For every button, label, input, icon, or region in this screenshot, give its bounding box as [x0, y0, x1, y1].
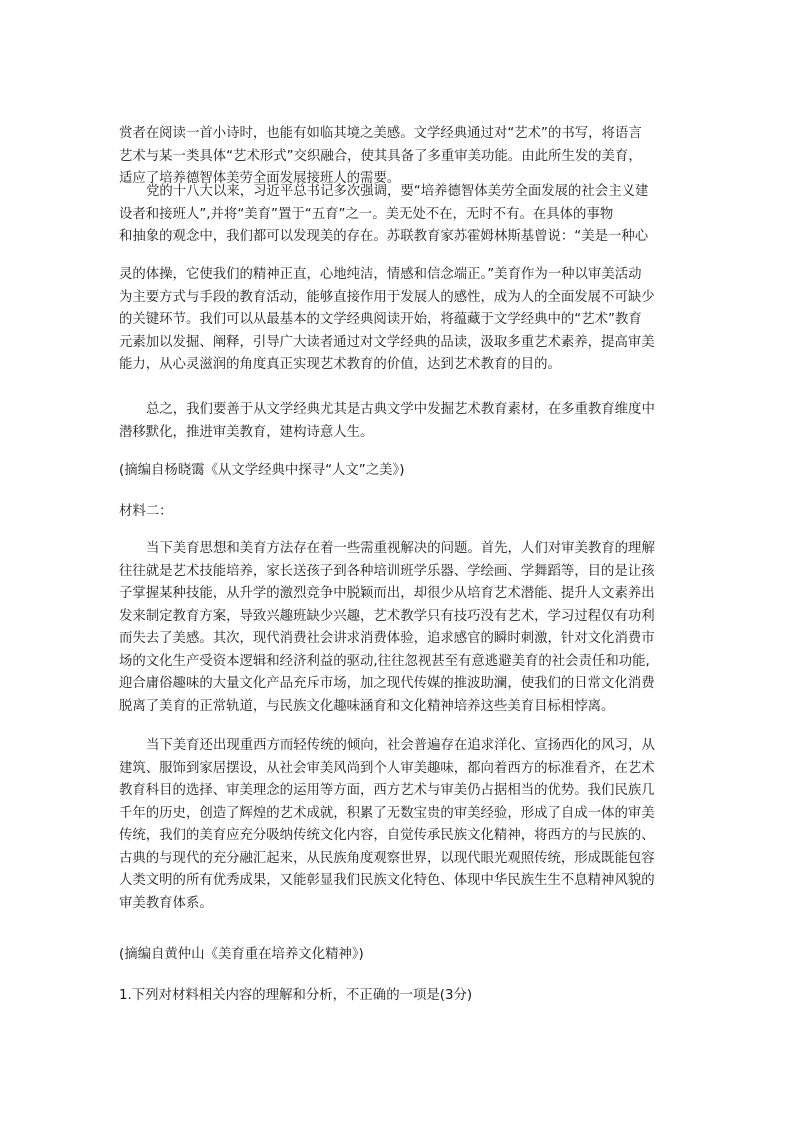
material-2-heading [119, 501, 679, 524]
text-line: 艺术与某一类具体“艺术形式”交织融合，使其具备了多重审美功能。由此所生发的美育， [119, 148, 642, 164]
text-line: 为主要方式与手段的教育活动，能够直接作用于发展人的感性，成为人的全面发展不可缺少 [119, 289, 655, 305]
text-line: 党的十八大以来，习近平总书记多次强调，要“培养德智体美劳全面发展的社会主义建 [146, 184, 649, 199]
text-line: 的关键环节。我们可以从最基本的文学经典阅读开始，将蕴藏于文学经典中的“艺术”教育 [119, 312, 642, 327]
source-citation-1 [119, 460, 679, 483]
question-1 [119, 985, 679, 1008]
question-text: 1.下列对材料相关内容的理解和分析，不正确的一项是(3分) [119, 988, 473, 1003]
text-line: 往往就是艺术技能培养，家长送孩子到各种培训班学乐器、学绘画、学舞蹈等，目的是让孩 [119, 563, 655, 579]
text-line: 审美教育体系。 [119, 895, 213, 911]
text-line: 而失去了美感。其次，现代消费社会讲求消费体验，追求感官的瞬时刺激，针对文化消费市 [119, 631, 655, 646]
text-line: 古典的与现代的充分融汇起来，从民族角度观察世界，以现代眼光观照传统，形成既能包容 [119, 850, 655, 866]
paragraph-4 [119, 538, 679, 718]
citation-text: (摘编自杨晓霭《从文学经典中探寻“人文”之美》) [119, 463, 405, 478]
text-line: 场的文化生产受资本逻辑和经济利益的驱动,往往忽视甚至有意逃避美育的社会责任和功能, [119, 653, 650, 669]
text-line: 元素加以发掘、阐释，引导广大读者通过对文学经典的品读，汲取多重艺术素养，提高审美 [119, 334, 655, 350]
text-line: 赏者在阅读一首小诗时，也能有如临其境之美感。文学经典通过对“艺术”的书写，将语言 [119, 126, 642, 141]
paragraph-3 [119, 399, 679, 444]
text-line: 迎合庸俗趣味的大量文化产品充斥市场，加之现代传媒的推波助澜，使我们的日常文化消费 [119, 676, 655, 691]
paragraph-5 [119, 735, 679, 915]
text-line: 教育科目的选择、审美理念的运用等方面，西方艺术与审美仍占据相当的优势。我们民族几 [119, 783, 655, 798]
text-line: 设者和接班人”,并将“美育”置于“五育”之一。美无处不在，无时不有。在具体的事物 [119, 206, 614, 222]
text-line: 脱离了美育的正常轨道，与民族文化趣味涵育和文化精神培养这些美育目标相悖离。 [119, 698, 615, 714]
paragraph-2b [119, 264, 679, 377]
text-line: 当下美育还出现重西方而轻传统的倾向，社会普遍存在追求洋化、宣扬西化的风习，从 [146, 738, 655, 753]
text-line: 适应了培养德智体美劳全面发展接班人的需要。 [119, 171, 401, 186]
text-line: 当下美育思想和美育方法存在着一些需重视解决的问题。首先，人们对审美教育的理解 [146, 541, 655, 556]
text-line: 千年的历史，创造了辉煌的艺术成就，积累了无数宝贵的审美经验，形成了自成一体的审美 [119, 805, 655, 821]
section-label: 材料二： [119, 504, 173, 519]
source-citation-2 [119, 944, 679, 967]
text-line: 能力，从心灵滋润的角度真正实现艺术教育的价值，达到艺术教育的目的。 [119, 357, 561, 372]
text-line: 子掌握某种技能，从升学的激烈竞争中脱颖而出，却很少从培育艺术潜能、提升人文素养出 [119, 586, 655, 601]
text-line: 建筑、服饰到家居摆设，从社会审美风尚到个人审美趣味，都向着西方的标准看齐，在艺术 [119, 760, 655, 776]
text-line: 人类文明的所有优秀成果，又能彰显我们民族文化特色、体现中华民族生生不息精神风貌的 [119, 873, 655, 888]
text-line: 发来制定教育方案，导致兴趣班缺少兴趣，艺术教学只有技巧没有艺术，学习过程仅有功利 [119, 608, 655, 624]
text-line: 总之，我们要善于从文学经典尤其是古典文学中发掘艺术教育素材，在多重教育维度中 [146, 402, 655, 417]
text-line: 潜移默化，推进审美教育，建构诗意人生。 [119, 424, 374, 440]
text-line: 传统，我们的美育应充分吸纳传统文化内容，自觉传承民族文化精神，将西方的与民族的、 [119, 828, 655, 843]
citation-text: (摘编自黄仲山《美育重在培养文化精神》) [119, 947, 364, 962]
text-line: 灵的体操，它使我们的精神正直，心地纯洁，情感和信念端正。”美育作为一种以审美活动 [119, 267, 642, 282]
paragraph-2a [119, 181, 679, 249]
text-line: 和抽象的观念中，我们都可以发现美的存在。苏联教育家苏霍姆林斯基曾说：“美是一种心 [119, 229, 649, 244]
